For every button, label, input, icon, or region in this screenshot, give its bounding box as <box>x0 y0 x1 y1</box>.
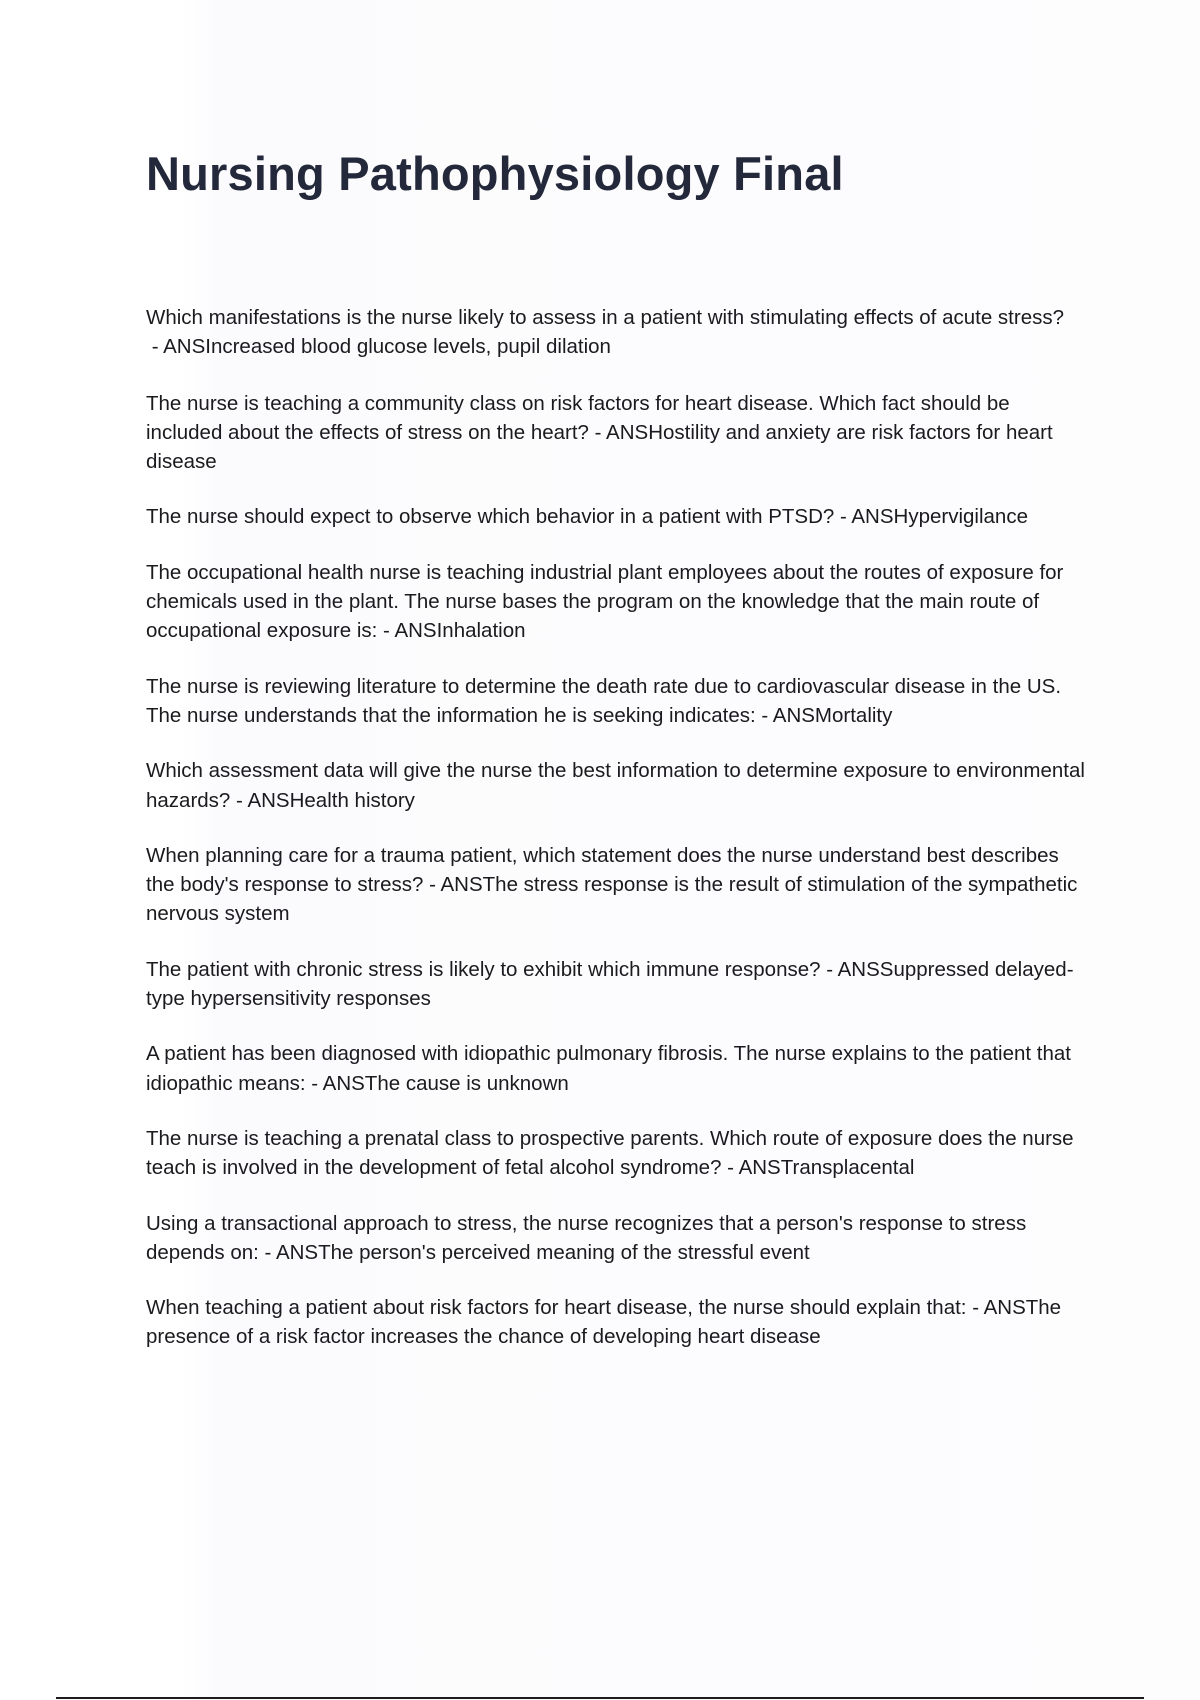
question-text: When planning care for a trauma patient, which statement does the nurse understand best describes the body's response to stress? <box>146 843 1059 897</box>
answer-separator: - <box>588 420 607 444</box>
qa-item <box>146 502 1091 531</box>
question-text: The nurse should expect to observe which behavior in a patient with PTSD? <box>146 505 835 529</box>
answer-text: Mortality <box>814 703 893 727</box>
answer-prefix: ANS <box>322 1071 365 1095</box>
answer-prefix: ANS <box>851 505 894 529</box>
question-text: The nurse is teaching a prenatal class to prospective parents. Which route of exposure does the nurse teach is involved in the development of fetal alcohol syndrome? <box>146 1126 1074 1180</box>
answer-prefix: ANS <box>163 335 206 359</box>
qa-item <box>146 756 1091 815</box>
answer-separator: - <box>230 788 248 812</box>
question-text: Using a transactional approach to stress, the nurse recognizes that a person's response to stress depends on: <box>146 1211 1027 1264</box>
question-text: The nurse is reviewing literature to determine the death rate due to cardiovascular disease in the US. The nurse understands that the information he is seeking indicates: <box>146 674 1062 727</box>
question-text: The nurse is teaching a community class on risk factors for heart disease. Which fact should be included about the effects of stress on the heart? <box>146 391 1010 444</box>
answer-separator: - <box>423 873 441 897</box>
answer-separator: - <box>820 957 838 981</box>
answer-prefix: ANS <box>772 703 815 727</box>
answer-separator: - <box>721 1156 739 1180</box>
answer-prefix: ANS <box>606 420 649 444</box>
answer-prefix: ANS <box>738 1156 781 1180</box>
answer-separator: - <box>834 505 852 529</box>
qa-item <box>146 955 1091 1014</box>
qa-item <box>146 1039 1091 1098</box>
answer-separator: - <box>966 1296 984 1320</box>
answer-text: Transplacental <box>780 1156 915 1180</box>
qa-item <box>146 389 1091 477</box>
answer-text: The presence of a risk factor increases the chance of developing heart disease <box>146 1296 1062 1349</box>
question-text: When teaching a patient about risk factors for heart disease, the nurse should explain that: <box>146 1296 967 1320</box>
qa-item <box>146 558 1091 646</box>
answer-prefix: ANS <box>275 1240 319 1264</box>
answer-text: Inhalation <box>436 619 526 643</box>
answer-separator: - <box>305 1071 323 1095</box>
answer-text: Hostility and anxiety are risk factors for heart disease <box>146 420 1053 474</box>
answer-text: The cause is unknown <box>364 1071 569 1095</box>
qa-item <box>146 672 1091 731</box>
answer-text: The stress response is the result of stimulation of the sympathetic nervous system <box>146 873 1078 926</box>
qa-item <box>146 1209 1091 1268</box>
footer-divider <box>56 1697 1144 1699</box>
answer-separator: - <box>258 1240 276 1264</box>
answer-text: Suppressed delayed-type hypersensitivity responses <box>146 957 1074 1011</box>
answer-text: Health history <box>289 788 415 812</box>
question-text: The patient with chronic stress is likely to exhibit which immune response? <box>146 957 821 981</box>
question-text: Which assessment data will give the nurse the best information to determine exposure to environmental hazards? <box>146 759 1085 812</box>
answer-prefix: ANS <box>247 788 290 812</box>
answer-text: Hypervigilance <box>893 505 1028 529</box>
question-text: The occupational health nurse is teaching industrial plant employees about the routes of exposure for chemicals used in the plant. The nurse bases the program on the knowledge that the main route of occupational exposure is: <box>146 560 1064 643</box>
answer-prefix: ANS <box>440 873 483 897</box>
qa-item <box>146 1124 1091 1183</box>
qa-item <box>146 303 1091 362</box>
answer-separator: - <box>146 335 164 359</box>
answer-separator: - <box>377 619 395 643</box>
answer-prefix: ANS <box>394 619 437 643</box>
qa-item <box>146 841 1091 929</box>
answer-prefix: ANS <box>837 957 880 981</box>
question-text: A patient has been diagnosed with idiopathic pulmonary fibrosis. The nurse explains to the patient that idiopathic means: <box>146 1042 1071 1095</box>
question-answer-list <box>146 303 1091 1352</box>
answer-separator: - <box>755 703 773 727</box>
qa-item <box>146 1293 1091 1352</box>
question-text: Which manifestations is the nurse likely to assess in a patient with stimulating effects of acute stress? <box>146 306 1064 329</box>
answer-prefix: ANS <box>983 1296 1026 1320</box>
answer-text: The person's perceived meaning of the stressful event <box>318 1240 810 1264</box>
answer-text: Increased blood glucose levels, pupil dilation <box>205 335 611 359</box>
document-title: Nursing Pathophysiology Final <box>146 147 844 200</box>
